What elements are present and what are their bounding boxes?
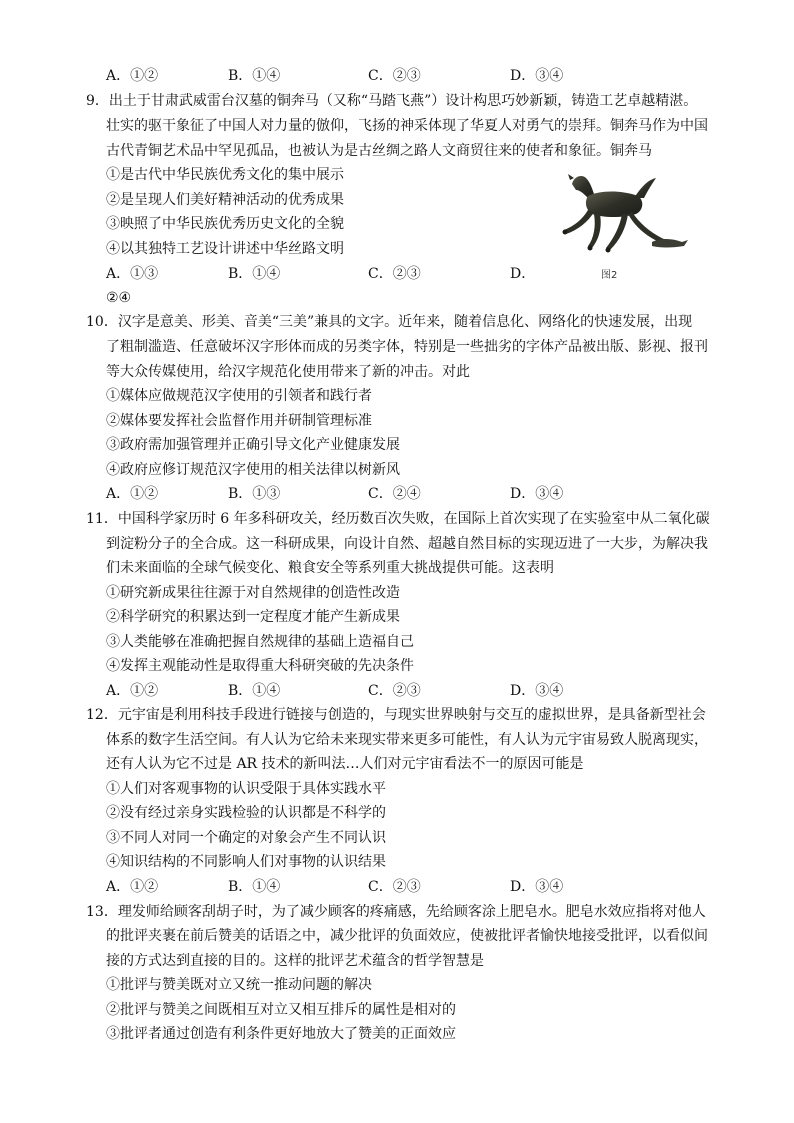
choice-a: A．①② xyxy=(106,879,159,895)
q13-option-1: ①批评与赞美既对立又统一推动问题的解决 xyxy=(106,977,372,993)
q9-line-1: 9．出土于甘肃武威雷台汉墓的铜奔马（又称“马踏飞燕”）设计构思巧妙新颖，铸造工艺卓越精湛。 xyxy=(86,93,698,109)
q10-option-3: ③政府需加强管理并正确引导文化产业健康发展 xyxy=(106,437,400,453)
choice-d: D． xyxy=(510,266,536,282)
q12-line-2: 体系的数字生活空间。有人认为它给未来现实带来更多可能性，有人认为元宇宙易致人脱离现实， xyxy=(106,732,708,748)
bronze-horse-image xyxy=(548,168,700,274)
choice-d: D．③④ xyxy=(510,879,564,895)
q10-option-2: ②媒体要发挥社会监督作用并研制管理标准 xyxy=(106,413,372,429)
q9-option-2: ②是呈现人们美好精神活动的优秀成果 xyxy=(106,192,344,208)
q11-option-3: ③人类能够在准确把握自然规律的基础上造福自己 xyxy=(106,634,414,650)
q9-option-3: ③映照了中华民族优秀历史文化的全貌 xyxy=(106,216,344,232)
q9-line-3: 古代青铜艺术品中罕见孤品，也被认为是古丝绸之路人文商贸往来的使者和象征。铜奔马 xyxy=(106,143,652,159)
choice-b: B．①④ xyxy=(228,879,281,895)
q13-line-2: 的批评夹裹在前后赞美的话语之中，减少批评的负面效应，使被批评者愉快地接受批评，以看似间 xyxy=(106,928,708,944)
choice-c: C．②③ xyxy=(368,879,421,895)
choice-d: D．③④ xyxy=(510,68,564,84)
choice-a: A．①③ xyxy=(106,266,159,282)
q13-option-2: ②批评与赞美之间既相互对立又相互排斥的属性是相对的 xyxy=(106,1002,456,1018)
q12-option-1: ①人们对客观事物的认识受限于具体实践水平 xyxy=(106,781,386,797)
q9-option-1: ①是古代中华民族优秀文化的集中展示 xyxy=(106,167,344,183)
choice-c: C．②④ xyxy=(368,486,421,502)
q13-line-1: 13．理发师给顾客刮胡子时，为了减少顾客的疼痛感，先给顾客涂上肥皂水。肥皂水效应指将对他人 xyxy=(86,904,706,920)
choice-c: C．②③ xyxy=(368,68,421,84)
choice-a: A．①② xyxy=(106,683,159,699)
choice-b: B．①③ xyxy=(228,486,281,502)
choice-d: D．③④ xyxy=(510,486,564,502)
q12-option-2: ②没有经过亲身实践检验的认识都是不科学的 xyxy=(106,805,386,821)
choice-b: B．①④ xyxy=(228,68,281,84)
q9-choice-d-wrap: ②④ xyxy=(106,290,132,306)
choice-a: A．①② xyxy=(106,68,159,84)
q10-line-3: 等大众传媒使用，给汉字规范化使用带来了新的冲击。对此 xyxy=(106,364,470,380)
choice-a: A．①② xyxy=(106,486,159,502)
q11-line-1: 11．中国科学家历时 6 年多科研攻关，经历数百次失败，在国际上首次实现了在实验室中从二氧化碳 xyxy=(86,511,710,527)
choice-b: B．①④ xyxy=(228,683,281,699)
q12-line-3: 还有人认为它不过是 AR 技术的新叫法…人们对元宇宙看法不一的原因可能是 xyxy=(106,756,584,772)
choice-b: B．①④ xyxy=(228,266,281,282)
q10-option-4: ④政府应修订规范汉字使用的相关法律以树新风 xyxy=(106,462,400,478)
q13-option-3: ③批评者通过创造有利条件更好地放大了赞美的正面效应 xyxy=(106,1026,456,1042)
q13-line-3: 接的方式达到直接的目的。这样的批评艺术蕴含的哲学智慧是 xyxy=(106,953,484,969)
q10-line-1: 10．汉字是意美、形美、音美“三美”兼具的文字。近年来，随着信息化、网络化的快速发展，出现 xyxy=(86,314,693,330)
q12-line-1: 12．元宇宙是利用科技手段进行链接与创造的，与现实世界映射与交互的虚拟世界，是具备新型社会 xyxy=(86,707,706,723)
figure-caption: 图2 xyxy=(601,270,618,281)
q11-line-3: 们未来面临的全球气候变化、粮食安全等系列重大挑战提供可能。这表明 xyxy=(106,560,554,576)
choice-d: D．③④ xyxy=(510,683,564,699)
q9-option-4: ④以其独特工艺设计讲述中华丝路文明 xyxy=(106,241,344,257)
q10-option-1: ①媒体应做规范汉字使用的引领者和践行者 xyxy=(106,388,372,404)
choice-c: C．②③ xyxy=(368,266,421,282)
q11-option-4: ④发挥主观能动性是取得重大科研突破的先决条件 xyxy=(106,658,414,674)
choice-c: C．②③ xyxy=(368,683,421,699)
q12-option-4: ④知识结构的不同影响人们对事物的认识结果 xyxy=(106,854,386,870)
q11-option-1: ①研究新成果往往源于对自然规律的创造性改造 xyxy=(106,585,400,601)
q9-line-2: 壮实的驱干象征了中国人对力量的倣仰，飞扬的神采体现了华夏人对勇气的崇拜。铜奔马作为中国 xyxy=(106,118,708,134)
q12-option-3: ③不同人对同一个确定的对象会产生不同认识 xyxy=(106,830,386,846)
q11-line-2: 到淀粉分子的全合成。这一科研成果，向设计自然、超越自然目标的实现迈进了一大步，为解决我 xyxy=(106,536,708,552)
q10-line-2: 了粗制滥造、任意破坏汉字形体而成的另类字体，特别是一些拙劣的字体产品被出版、影视、报刊 xyxy=(106,339,708,355)
q11-option-2: ②科学研究的积累达到一定程度才能产生新成果 xyxy=(106,609,400,625)
